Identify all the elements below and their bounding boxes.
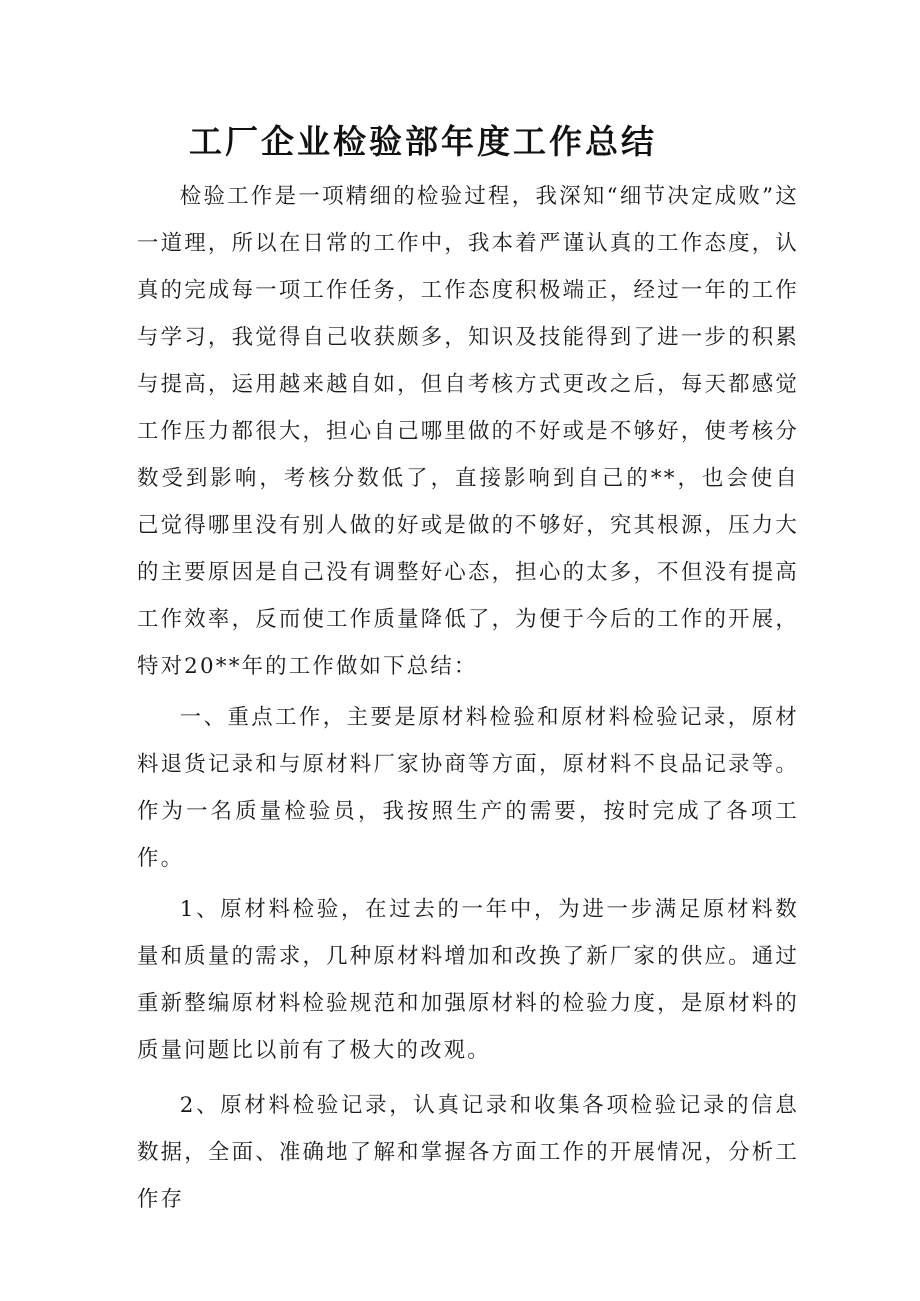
paragraph-intro: 检验工作是一项精细的检验过程，我深知“细节决定成败”这一道理，所以在日常的工作中，我本着严谨认真的工作态度，认真的完成每一项工作任务，工作态度积极端正，经过一年的工作与学习，我觉得自己收获颇多，知识及技能得到了进一步的积累与提高，运用越来越自如，但自考核方式更改之后，每天都感觉工作压力都很大，担心自己哪里做的不好或是不够好，使考核分数受到影响，考核分数低了，直接影响到自己的**，也会使自己觉得哪里没有别人做的好或是做的不够好，究其根源，压力大的主要原因是自己没有调整好心态，担心的太多，不但没有提高工作效率，反而使工作质量降低了，为便于今后的工作的开展，特对20**年的工作做如下总结：	[137, 184, 799, 679]
document-body	[137, 173, 799, 1223]
paragraph-inspection-records: 2、原材料检验记录，认真记录和收集各项检验记录的信息数据，全面、准确地了解和掌握各方面工作的开展情况，分析工作存	[137, 1093, 799, 1212]
document-title: 工厂企业检验部年度工作总结	[189, 122, 657, 161]
paragraph-key-work: 一、重点工作，主要是原材料检验和原材料检验记录，原材料退货记录和与原材料厂家协商等方面，原材料不良品记录等。作为一名质量检验员，我按照生产的需要，按时完成了各项工作。	[137, 705, 799, 871]
paragraph-material-inspection: 1、原材料检验，在过去的一年中，为进一步满足原材料数量和质量的需求，几种原材料增加和改换了新厂家的供应。通过重新整编原材料检验规范和加强原材料的检验力度，是原材料的质量问题比以前有了极大的改观。	[137, 897, 799, 1063]
